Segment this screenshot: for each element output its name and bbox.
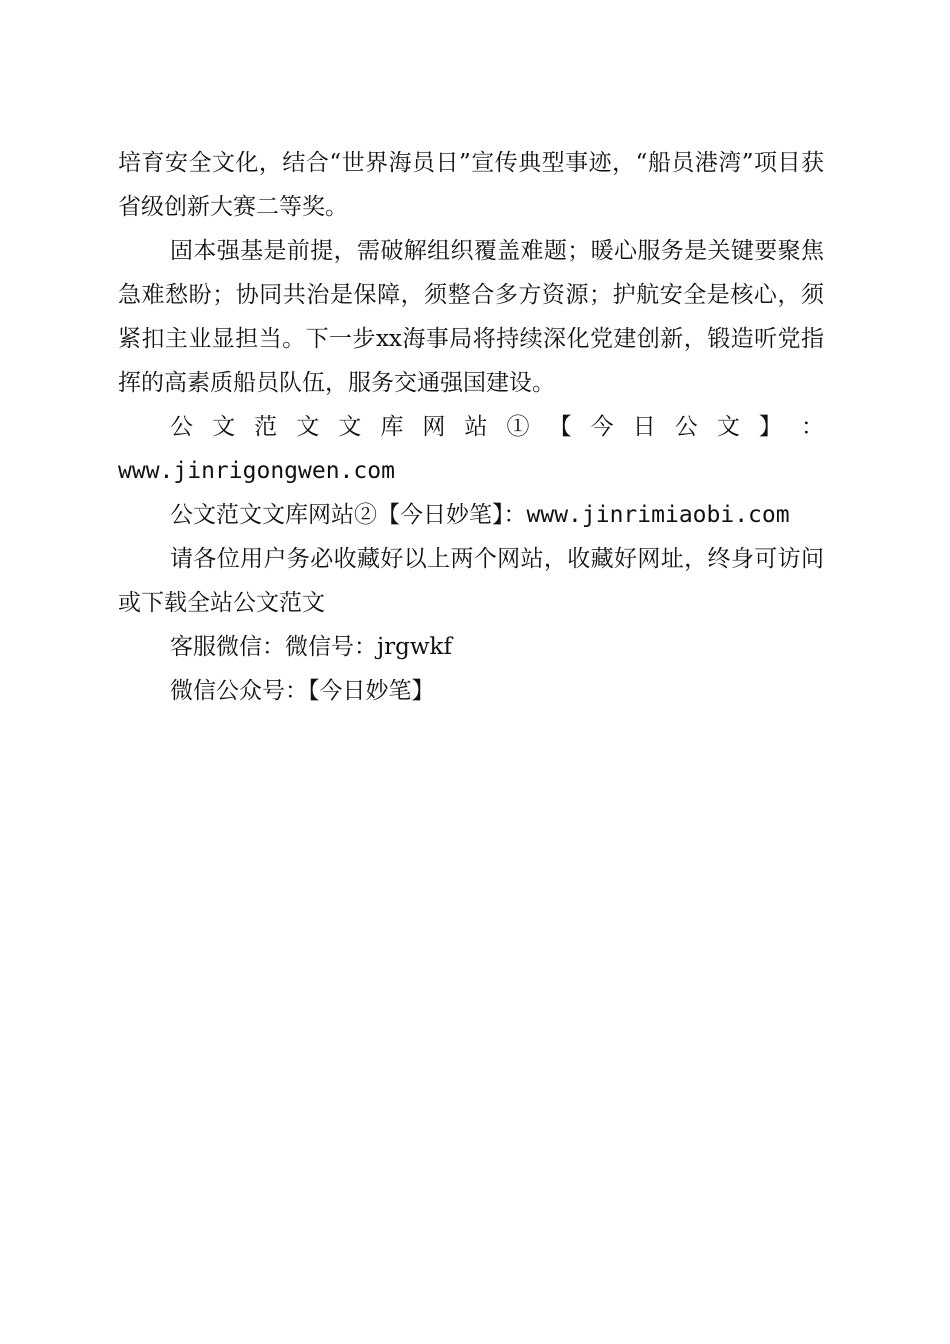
site1-url-link[interactable]: www.jinrigongwen.com	[118, 458, 395, 484]
site2-line	[118, 493, 824, 537]
service-wechat: 客服微信：微信号：jrgwkf	[170, 634, 452, 660]
document-page	[118, 141, 824, 713]
site2-url-link[interactable]: www.jinrimiaobi.com	[526, 502, 790, 528]
bookmark-notice: 请各位用户务必收藏好以上两个网站，收藏好网址，终身可访问或下载全站公文范文	[118, 546, 824, 616]
paragraph-safety-culture: 培育安全文化，结合“世界海员日”宣传典型事迹，“船员港湾”项目获省级创新大赛二等奖。	[118, 150, 824, 220]
site1-label: 公 文 范 文 文 库 网 站 ① 【 今 日 公 文 】 ：	[170, 414, 824, 440]
official-account: 微信公众号：【今日妙笔】	[170, 678, 435, 704]
site2-label: 公文范文文库网站②【今日妙笔】：	[170, 502, 527, 528]
paragraph-summary: 固本强基是前提，需破解组织覆盖难题；暖心服务是关键要聚焦急难愁盼；协同共治是保障，须整合多方资源；护航安全是核心，须紧扣主业显担当。下一步xx海事局将持续深化党建创新，锻造听党指挥的高素质船员队伍，服务交通强国建设。	[118, 238, 824, 396]
